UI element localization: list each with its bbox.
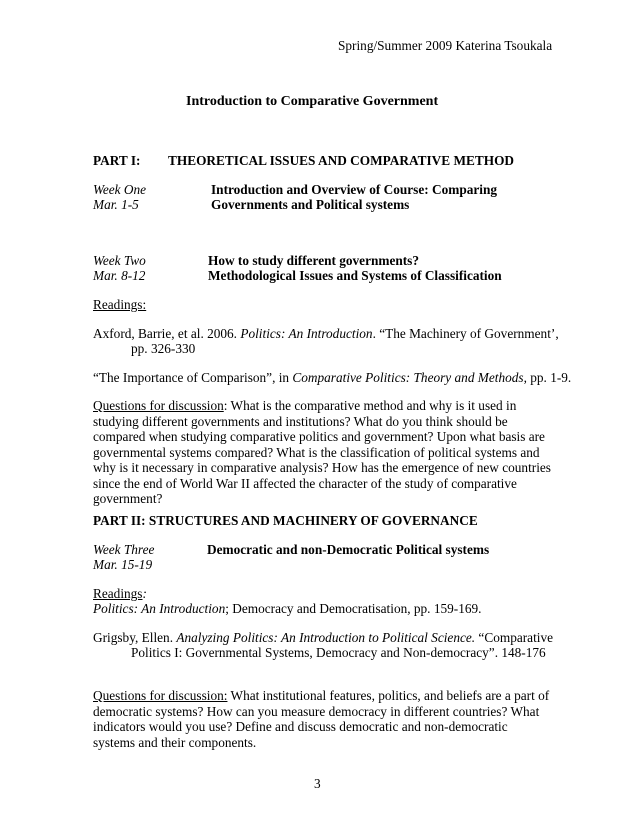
reading2-post: , pp. 1-9.: [523, 370, 572, 385]
header-text: Spring/Summer 2009 Katerina Tsoukala: [338, 38, 553, 53]
week-two-dates: Mar. 8-12: [93, 268, 146, 283]
part2-reading1: [93, 601, 481, 617]
part2-reading2-line1: [93, 630, 553, 646]
part2-reading2-book: Analyzing Politics: An Introduction to Political Science.: [176, 630, 476, 645]
week-three-label: Week Three: [93, 542, 155, 557]
part2-reading2-author: Grigsby, Ellen.: [93, 630, 177, 645]
page-number: 3: [314, 776, 321, 791]
week-two-topic-line1: How to study different governments?: [208, 253, 420, 268]
part2-discussion-label: Questions for discussion:: [93, 688, 228, 703]
reading2-book: Comparative Politics: Theory and Methods: [292, 370, 524, 385]
part1-heading: THEORETICAL ISSUES AND COMPARATIVE METHOD: [168, 153, 515, 168]
part2-reading2-line2: Politics I: Governmental Systems, Democracy and Non-democracy”. 148-176: [131, 645, 546, 660]
part2-readings-label: Readings: [93, 586, 143, 601]
part1-discussion-text: : What is the comparative method and why is it used in studying different governments and institutions? What do you think should be compared when studying comparative politics and government? Upon what basis are governmental systems compared? What is the classification of political systems and why is it necessary in comparative analysis? How has the emergence of new countries since the end of World War II affected the character of the study of comparative government?: [93, 398, 551, 506]
reading1-author: Axford, Barrie, et al. 2006.: [93, 326, 241, 341]
part2-reading1-book: Politics: An Introduction: [93, 601, 226, 616]
part2-discussion: [93, 688, 553, 750]
part1-reading1-line2: pp. 326-330: [131, 341, 196, 356]
part2-readings-colon: :: [142, 586, 147, 601]
week-two-label: Week Two: [93, 253, 146, 268]
part1-label: PART I:: [93, 153, 141, 168]
part2-readings-label-line: [93, 586, 147, 602]
part1-reading1-line1: [93, 326, 559, 342]
reading1-book: Politics: An Introduction: [240, 326, 373, 341]
reading1-rest: . “The Machinery of Government’,: [372, 326, 559, 341]
part2-heading: PART II: STRUCTURES AND MACHINERY OF GOVERNANCE: [93, 513, 478, 528]
part2-discussion-text: What institutional features, politics, and beliefs are a part of democratic systems? How can you measure democracy in different countries? What indicators would you use? Define and discuss democratic and non-democratic systems and their components.: [93, 688, 550, 750]
part1-discussion: [93, 398, 553, 507]
part2-reading2-rest: “Comparative: [475, 630, 554, 645]
week-one-label: Week One: [93, 182, 147, 197]
document-title: Introduction to Comparative Government: [186, 94, 439, 109]
part1-discussion-label: Questions for discussion: [93, 398, 224, 413]
week-one-topic-line2: Governments and Political systems: [211, 197, 410, 212]
week-three-dates: Mar. 15-19: [93, 557, 153, 572]
reading2-pre: “The Importance of Comparison”, in: [93, 370, 293, 385]
week-two-topic-line2: Methodological Issues and Systems of Classification: [208, 268, 502, 283]
week-one-topic-line1: Introduction and Overview of Course: Comparing: [211, 182, 498, 197]
part2-reading1-rest: ; Democracy and Democratisation, pp. 159-169.: [225, 601, 482, 616]
week-one-dates: Mar. 1-5: [93, 197, 139, 212]
part1-readings-label: Readings:: [93, 297, 147, 312]
part1-reading2: [93, 370, 571, 386]
week-three-topic: Democratic and non-Democratic Political systems: [207, 542, 490, 557]
